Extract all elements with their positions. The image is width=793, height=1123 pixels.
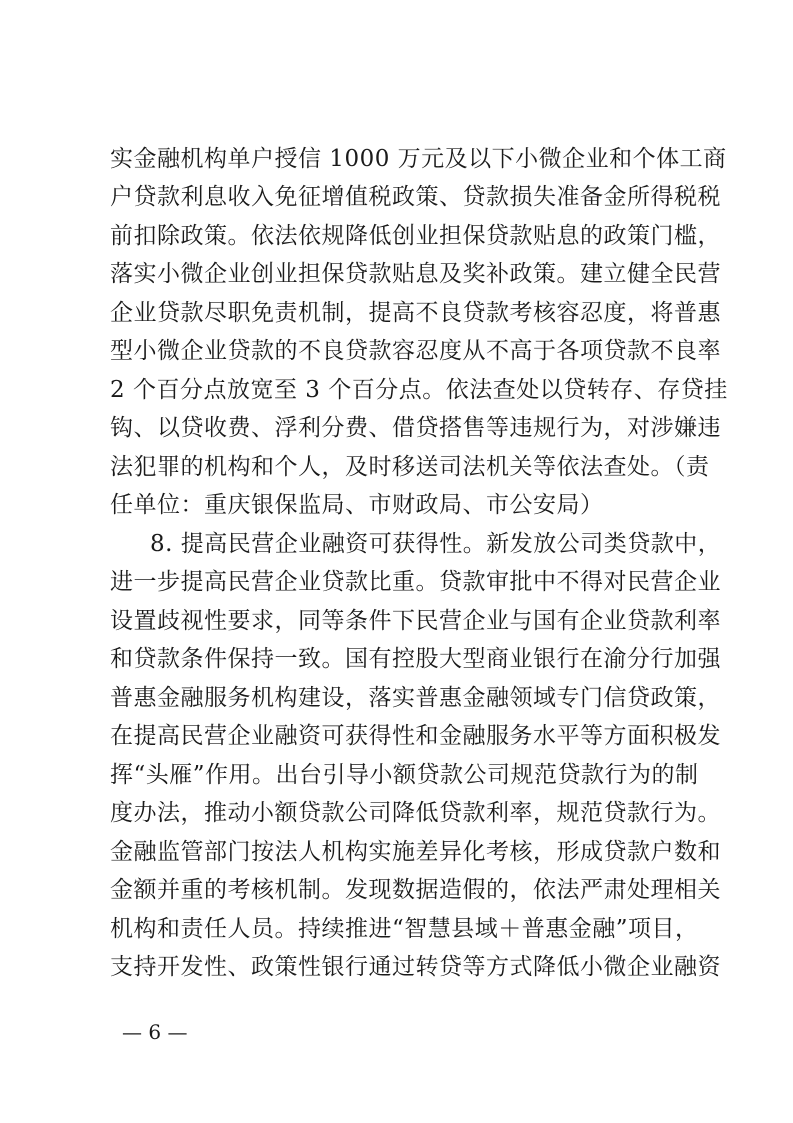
body-text-line: 在提高民营企业融资可获得性和金融服务水平等方面积极发 xyxy=(110,723,721,749)
body-text-line: 普惠金融服务机构建设，落实普惠金融领域专门信贷政策， xyxy=(110,685,721,711)
body-text-line: 任单位：重庆银保监局、市财政局、市公安局） xyxy=(110,492,604,518)
body-text-line: 设置歧视性要求，同等条件下民营企业与国有企业贷款利率 xyxy=(110,608,721,634)
body-text-line: 挥“头雁”作用。出台引导小额贷款公司规范贷款行为的制 xyxy=(110,762,699,788)
body-text-line: 度办法，推动小额贷款公司降低贷款利率，规范贷款行为。 xyxy=(110,800,721,826)
body-text-line: 户贷款利息收入免征增值税政策、贷款损失准备金所得税税 xyxy=(110,184,721,210)
body-text-line: 支持开发性、政策性银行通过转贷等方式降低小微企业融资 xyxy=(110,954,721,980)
body-text-line: 落实小微企业创业担保贷款贴息及奖补政策。建立健全民营 xyxy=(110,261,721,287)
body-text-line: 型小微企业贷款的不良贷款容忍度从不高于各项贷款不良率 xyxy=(110,338,721,364)
body-text-line: 2 个百分点放宽至 3 个百分点。依法查处以贷转存、存贷挂 xyxy=(110,377,728,403)
body-text-line: 机构和责任人员。持续推进“智慧县域＋普惠金融”项目， xyxy=(110,916,699,942)
body-text-line: 金融监管部门按法人机构实施差异化考核，形成贷款户数和 xyxy=(110,839,721,865)
body-text-line: 企业贷款尽职免责机制，提高不良贷款考核容忍度，将普惠 xyxy=(110,300,721,326)
body-text-line: 实金融机构单户授信 1000 万元及以下小微企业和个体工商 xyxy=(110,146,727,172)
body-text-line: 钩、以贷收费、浮利分费、借贷搭售等违规行为，对涉嫌违 xyxy=(110,415,721,441)
section-heading-line: 8. 提高民营企业融资可获得性。新发放公司类贷款中， xyxy=(150,531,722,557)
body-text-line: 和贷款条件保持一致。国有控股大型商业银行在渝分行加强 xyxy=(110,646,721,672)
body-text-line: 前扣除政策。依法依规降低创业担保贷款贴息的政策门槛， xyxy=(110,223,721,249)
body-text-line: 金额并重的考核机制。发现数据造假的，依法严肃处理相关 xyxy=(110,877,721,903)
body-text-line: 法犯罪的机构和个人，及时移送司法机关等依法查处。（责 xyxy=(110,454,710,480)
page-number: — 6 — xyxy=(122,1020,188,1044)
body-text-line: 进一步提高民营企业贷款比重。贷款审批中不得对民营企业 xyxy=(110,569,721,595)
